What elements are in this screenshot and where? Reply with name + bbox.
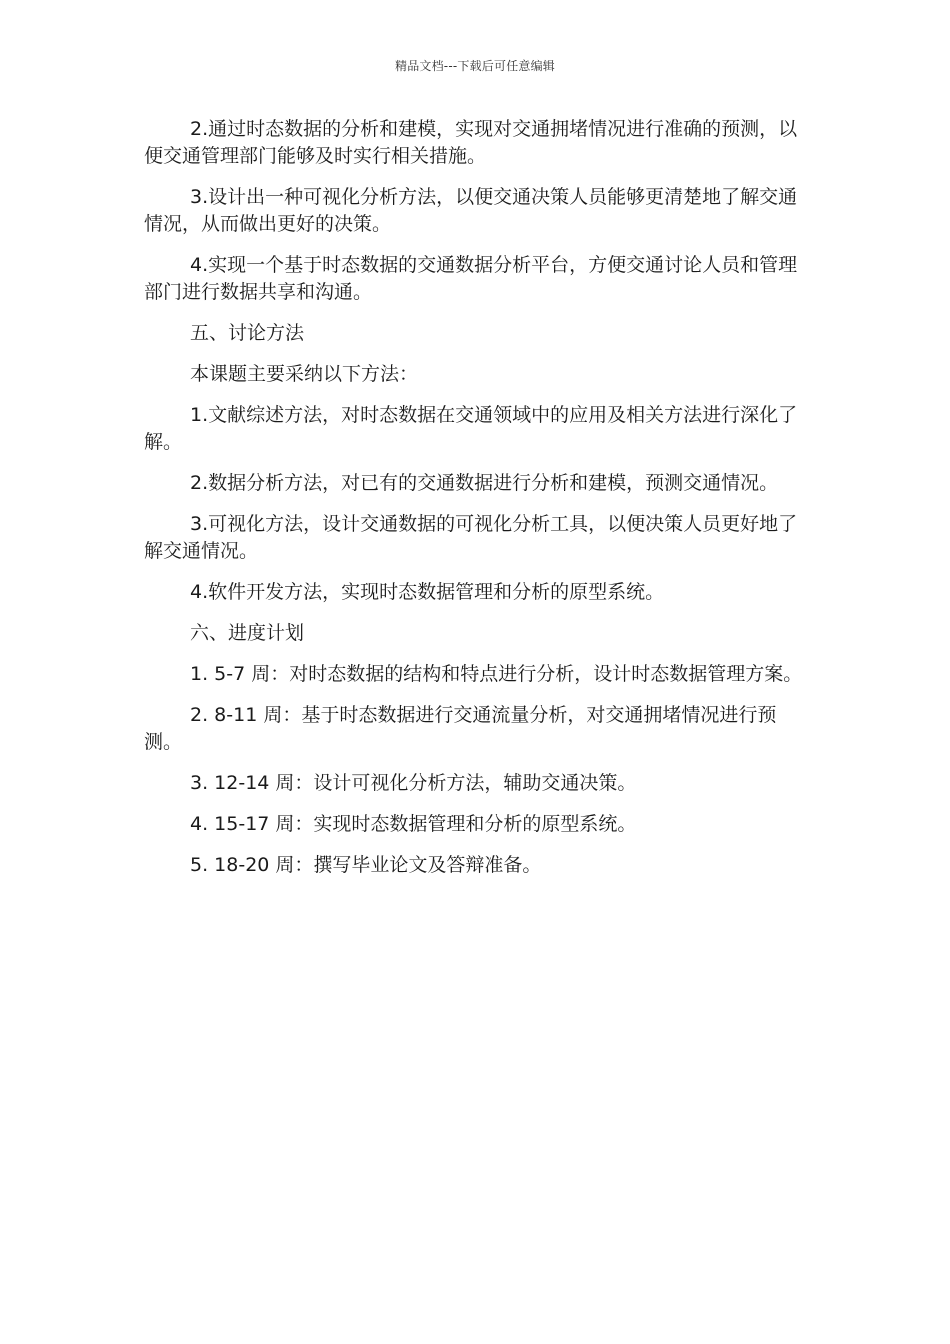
method-4-paragraph: 4.软件开发方法，实现时态数据管理和分析的原型系统。 [190, 581, 665, 603]
schedule-item-4: 4. 15-17 周：实现时态数据管理和分析的原型系统。 [190, 813, 637, 835]
schedule-item-1: 1. 5-7 周：对时态数据的结构和特点进行分析，设计时态数据管理方案。 [190, 663, 803, 685]
schedule-item-5: 5. 18-20 周：撰写毕业论文及答辩准备。 [190, 854, 542, 876]
method-2-paragraph: 2.数据分析方法，对已有的交通数据进行分析和建模，预测交通情况。 [190, 472, 779, 494]
schedule-item-2: 2. 8-11 周：基于时态数据进行交通流量分析，对交通拥堵情况进行预测。 [144, 704, 777, 753]
schedule-item-3: 3. 12-14 周：设计可视化分析方法，辅助交通决策。 [190, 772, 637, 794]
method-1-paragraph: 1.文献综述方法，对时态数据在交通领域中的应用及相关方法进行深化了解。 [144, 404, 798, 453]
goal-4-paragraph: 4.实现一个基于时态数据的交通数据分析平台，方便交通讨论人员和管理部门进行数据共享和沟通。 [144, 254, 798, 303]
section-heading-schedule: 六、进度计划 [190, 622, 305, 644]
goal-3-paragraph: 3.设计出一种可视化分析方法，以便交通决策人员能够更清楚地了解交通情况，从而做出更好的决策。 [144, 186, 798, 235]
document-body [144, 116, 808, 893]
methods-intro: 本课题主要采纳以下方法： [190, 363, 419, 385]
method-3-paragraph: 3.可视化方法，设计交通数据的可视化分析工具，以便决策人员更好地了解交通情况。 [144, 513, 798, 562]
goal-2-paragraph: 2.通过时态数据的分析和建模，实现对交通拥堵情况进行准确的预测，以便交通管理部门能够及时实行相关措施。 [144, 118, 798, 167]
page-header: 精品文档---下载后可任意编辑 [395, 59, 555, 73]
section-heading-methods: 五、讨论方法 [190, 322, 305, 344]
